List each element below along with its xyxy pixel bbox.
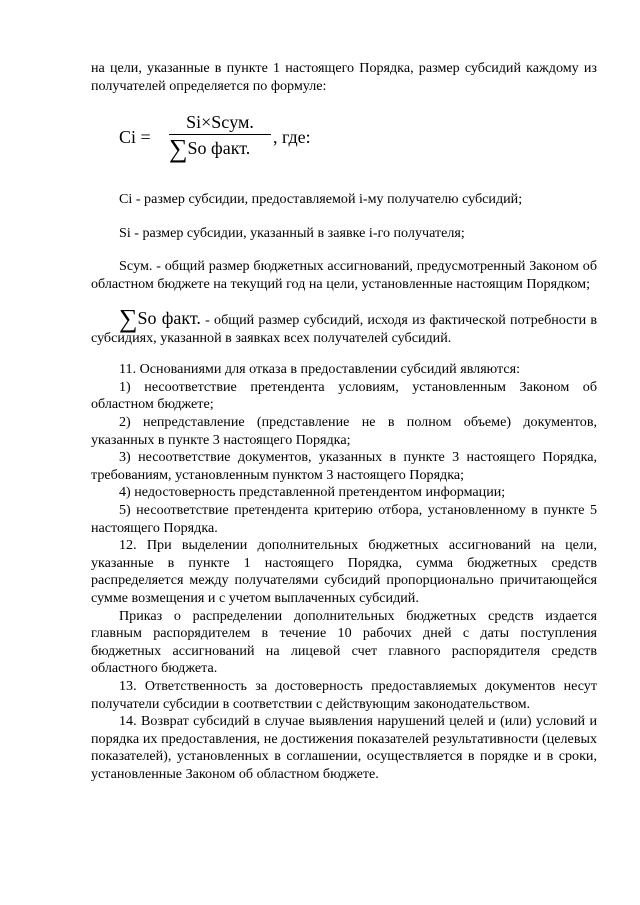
formula-denominator-wrap (169, 134, 271, 164)
section-12: 12. При выделении дополнительных бюджетных ассигнований на цели, указанные в пункте 1 настоящего Порядка, сумма бюджетных средств распределяется между получателями субсидий пропорционально причитающейся сумме возмещения и с учетом выплаченных субсидий. (91, 537, 597, 606)
so-symbol: So факт. (137, 307, 201, 328)
formula-tail: , где: (273, 127, 311, 148)
section-11-item-4: 4) недостоверность представленной претендентом информации; (119, 484, 506, 501)
sigma-symbol-inline: ∑ (119, 303, 138, 333)
section-13: 13. Ответственность за достоверность предоставляемых документов несут получатели субсидии в соответствии с действующим законодательством. (91, 677, 597, 712)
definition-so (91, 303, 598, 348)
formula-numerator: Si×Scум. (186, 112, 254, 133)
section-11-item-5: 5) несоответствие претендента критерию отбора, установленному в пункте 5 настоящего Порядка. (91, 502, 597, 536)
formula-block (91, 111, 597, 185)
definition-ci: Ci - размер субсидии, предоставляемой i-му получателю субсидий; (119, 191, 523, 208)
formula-lhs: Ci = (119, 127, 151, 148)
sigma-symbol: ∑ (169, 134, 188, 164)
so-symbol-wrap (119, 303, 201, 333)
intro-paragraph: на цели, указанные в пункте 1 настоящего Порядка, размер субсидий каждому из получателей определяется по формуле: (91, 60, 597, 94)
formula-denominator: So факт. (187, 138, 251, 159)
section-11-item-1: 1) несоответствие претендента условиям, установленным Законом об областном бюджете; (91, 378, 597, 413)
section-12-order: Приказ о распределении дополнительных бюджетных средств издается главным распорядителем в течение 10 рабочих дней с даты поступления бюджетных ассигнований на лицевой счет главного распорядителя средств областного бюджета. (91, 607, 597, 677)
section-11: 11. Основаниями для отказа в предоставлении субсидий являются: (119, 361, 521, 378)
formula-fraction (169, 111, 271, 164)
so-definition-text: - общий размер субсидий, исходя из фактической потребности в субсидиях, указанной в заявках всех получателей субсидий. (91, 311, 598, 346)
section-14: 14. Возврат субсидий в случае выявления нарушений целей и (или) условий и порядка их предоставления, не достижения показателей результативности (целевых показателей), установленных в соглашении, осуществляется в порядке и в сроки, установленные Законом об областном бюджете. (91, 713, 597, 782)
section-11-item-2: 2) непредставление (представление не в полном объеме) документов, указанных в пункте 3 настоящего Порядка; (91, 414, 597, 448)
definition-si: Si - размер субсидии, указанный в заявке i-го получателя; (119, 224, 465, 241)
section-11-item-3: 3) несоответствие документов, указанных в пункте 3 настоящего Порядка, требованиям, установленным пунктом 3 настоящего Порядка; (91, 449, 597, 483)
definition-scum: Scум. - общий размер бюджетных ассигнований, предусмотренный Законом об областном бюджете на текущий год на цели, установленные настоящим Порядком; (91, 258, 597, 292)
document-page (91, 60, 597, 784)
